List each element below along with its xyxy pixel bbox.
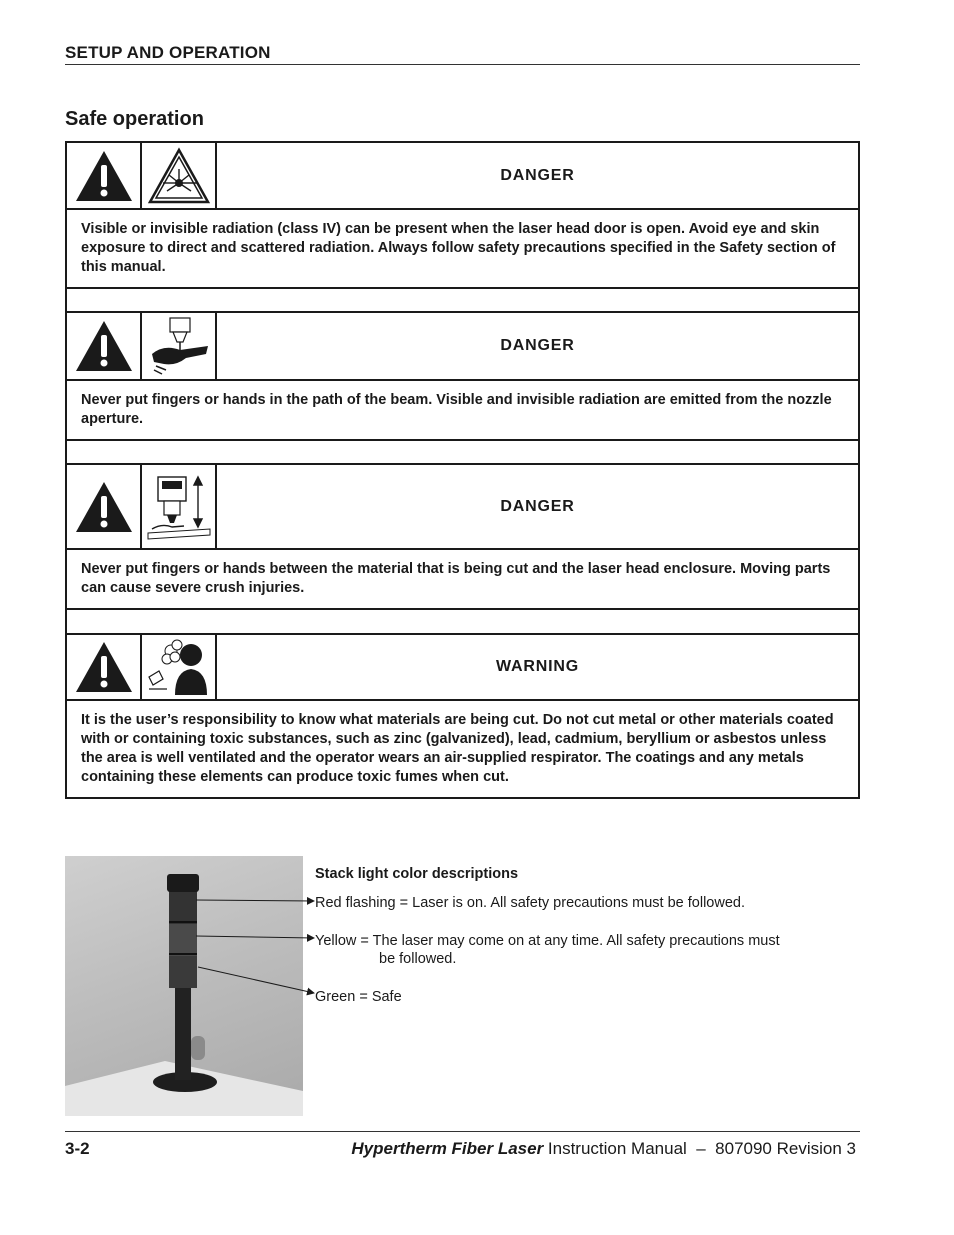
footer-doc-info — [351, 1139, 856, 1159]
panel-spacer — [65, 437, 860, 464]
legend-green: Green = Safe — [315, 989, 402, 1005]
leader-lines — [190, 890, 320, 1000]
danger-panel-laser-radiation — [65, 141, 860, 289]
panel-text: Visible or invisible radiation (class IV) can be present when the laser head door is open. Avoid eye and skin exposure to direct and scattered radiation. Always follow safety precautions specified in the Safety section of this manual. — [81, 221, 836, 275]
panel-text: Never put fingers or hands in the path of the beam. Visible and invisible radiation are emitted from the nozzle aperture. — [81, 392, 832, 427]
panel-heading: DANGER — [500, 497, 575, 515]
danger-panel-crush — [65, 463, 860, 610]
panel-spacer — [65, 285, 860, 312]
header-rule — [65, 64, 860, 65]
footer-doc: Instruction Manual – 807090 Revision 3 — [543, 1139, 856, 1158]
section-header: SETUP AND OPERATION — [65, 43, 271, 62]
legend-yellow-cont: be followed. — [379, 951, 457, 967]
legend-yellow: Yellow = The laser may come on at any time. All safety precautions must — [315, 933, 780, 949]
danger-panel-beam-path — [65, 311, 860, 441]
laser-radiation-icon — [142, 143, 217, 208]
footer-brand: Hypertherm Fiber Laser — [351, 1139, 544, 1158]
crush-hazard-icon — [142, 465, 217, 548]
page-title: Safe operation — [65, 108, 204, 130]
warning-panel-toxic-fumes — [65, 633, 860, 799]
warning-triangle-icon — [67, 313, 142, 379]
warning-triangle-icon — [67, 143, 142, 208]
warning-triangle-icon — [67, 465, 142, 548]
legend-red: Red flashing = Laser is on. All safety precautions must be followed. — [315, 895, 746, 911]
warning-triangle-icon — [67, 635, 142, 699]
panel-heading: WARNING — [496, 658, 579, 675]
stack-light-title: Stack light color descriptions — [315, 866, 519, 882]
hand-beam-icon — [142, 313, 217, 379]
panel-heading: DANGER — [500, 337, 575, 354]
panel-text: It is the user’s responsibility to know what materials are being cut. Do not cut metal or other materials coated with or containing toxic substances, such as zinc (galvanized), lead, cadmium, beryllium or asbestos unless the area is well ventilated and the operator wears an air-supplied respirator. The coatings and any metals containing these elements can produce toxic fumes when cut. — [81, 712, 834, 785]
footer-rule — [65, 1131, 860, 1132]
panel-spacer — [65, 607, 860, 634]
panel-heading: DANGER — [500, 166, 575, 184]
panel-text: Never put fingers or hands between the material that is being cut and the laser head enclosure. Moving parts can cause severe crush injuries. — [81, 561, 831, 596]
toxic-fumes-icon — [142, 635, 217, 699]
page-number: 3-2 — [65, 1139, 90, 1158]
